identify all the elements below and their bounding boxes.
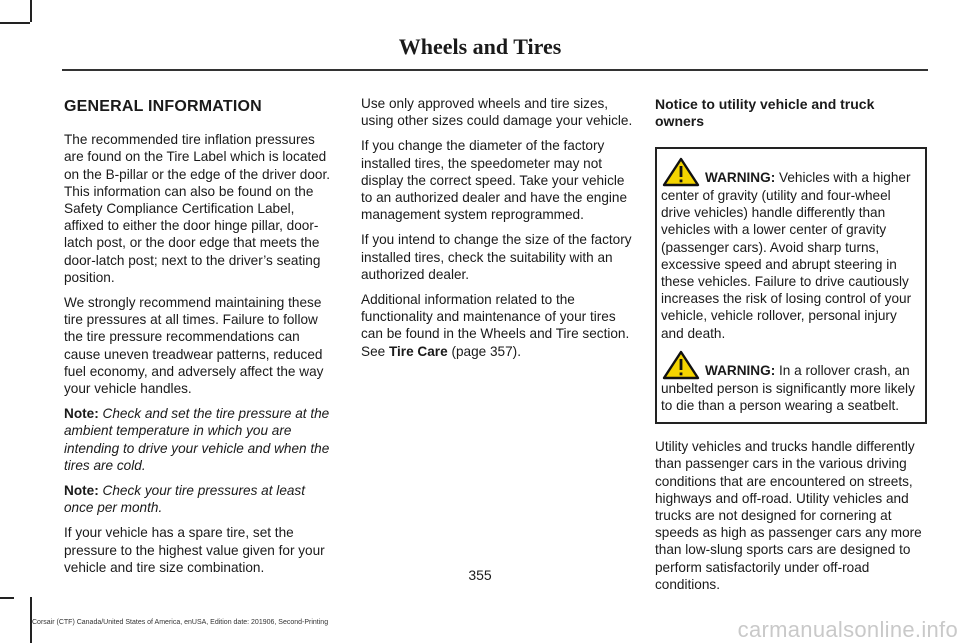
warning-box bbox=[655, 147, 927, 424]
note-label: Note: bbox=[64, 406, 99, 422]
crop-mark bbox=[0, 22, 30, 24]
column-wheels bbox=[361, 95, 633, 368]
crop-mark bbox=[0, 597, 14, 599]
warning-label: WARNING: bbox=[705, 362, 776, 378]
paragraph: We strongly recommend maintaining these tire pressures at all times. Failure to follow the tire pressure recommendations can cause uneven treadwear patterns, reduced fuel economy, and adversely affect the way your vehicle handles. bbox=[64, 295, 324, 397]
header-divider bbox=[62, 69, 928, 71]
note-label: Note: bbox=[64, 483, 99, 499]
paragraph: Use only approved wheels and tire sizes, using other sizes could damage your vehicle. bbox=[361, 96, 633, 129]
warning-text: Vehicles with a higher center of gravity (utility and four-wheel drive vehicles) handle differently than vehicles with a lower center of gravity (passenger cars). Avoid sharp turns, excessive speed and abrupt steering in these vehicles. Failure to drive cautiously increases the risk of losing control of your vehicle, vehicle rollover, personal injury and death. bbox=[661, 170, 912, 341]
tire-care-link[interactable]: Tire Care bbox=[388, 343, 448, 359]
page-header-title: Wheels and Tires bbox=[398, 34, 562, 59]
crop-mark bbox=[30, 0, 32, 22]
section-heading: GENERAL INFORMATION bbox=[64, 98, 262, 115]
warning-paragraph bbox=[661, 157, 919, 342]
note bbox=[64, 482, 338, 516]
sub-heading: Notice to utility vehicle and truck owners bbox=[655, 96, 875, 129]
paragraph-text: Additional information related to the functionality and maintenance of your tires can be found in the Wheels and Tire section. See bbox=[361, 292, 630, 359]
paragraph-with-link bbox=[361, 291, 633, 360]
paragraph: Utility vehicles and trucks handle differently than passenger cars in the various driving conditions that are encountered on streets, highways and off-road. Utility vehicles and trucks are not designed for cornering at speeds as high as passenger cars any more than low-slung sports cars are designed to perform satisfactorily under off-road conditions. bbox=[655, 439, 922, 592]
page-number: 355 bbox=[468, 567, 492, 583]
paragraph: If your vehicle has a spare tire, set the pressure to the highest value given for your vehicle and tire size combination. bbox=[64, 525, 325, 575]
note bbox=[64, 405, 338, 474]
warning-triangle-icon bbox=[661, 350, 701, 380]
note-text: Check and set the tire pressure at the ambient temperature in which you are intending to drive your vehicle and when the tires are cold. bbox=[64, 406, 330, 473]
paragraph: If you intend to change the size of the factory installed tires, check the suitability with an authorized dealer. bbox=[361, 232, 632, 282]
column-utility-notice bbox=[655, 92, 927, 601]
warning-label: WARNING: bbox=[705, 170, 776, 185]
watermark: carmanualsonline.info bbox=[737, 617, 958, 642]
warning-triangle-icon bbox=[661, 157, 701, 187]
column-general-information bbox=[64, 92, 338, 584]
warning-text: In a rollover crash, an unbelted person is significantly more likely to die than a person wearing a seatbelt. bbox=[661, 362, 915, 414]
paragraph: The recommended tire inflation pressures are found on the Tire Label which is located on the B-pillar or the edge of the driver door. This information can also be found on the Safety Compliance Certification Label, affixed to either the door hinge pillar, door-latch post, or the door edge that meets the door-latch post; next to the driver’s seating position. bbox=[64, 132, 330, 285]
footer-edition-info: Corsair (CTF) Canada/United States of America, enUSA, Edition date: 201906, Second-Printing bbox=[32, 619, 329, 626]
warning-paragraph bbox=[661, 350, 919, 414]
note-text: Check your tire pressures at least once per month. bbox=[64, 483, 306, 516]
page-reference: (page 357). bbox=[451, 343, 521, 359]
paragraph: If you change the diameter of the factory installed tires, the speedometer may not display the correct speed. Take your vehicle to an authorized dealer and have the engine management system reprogrammed. bbox=[361, 138, 628, 223]
